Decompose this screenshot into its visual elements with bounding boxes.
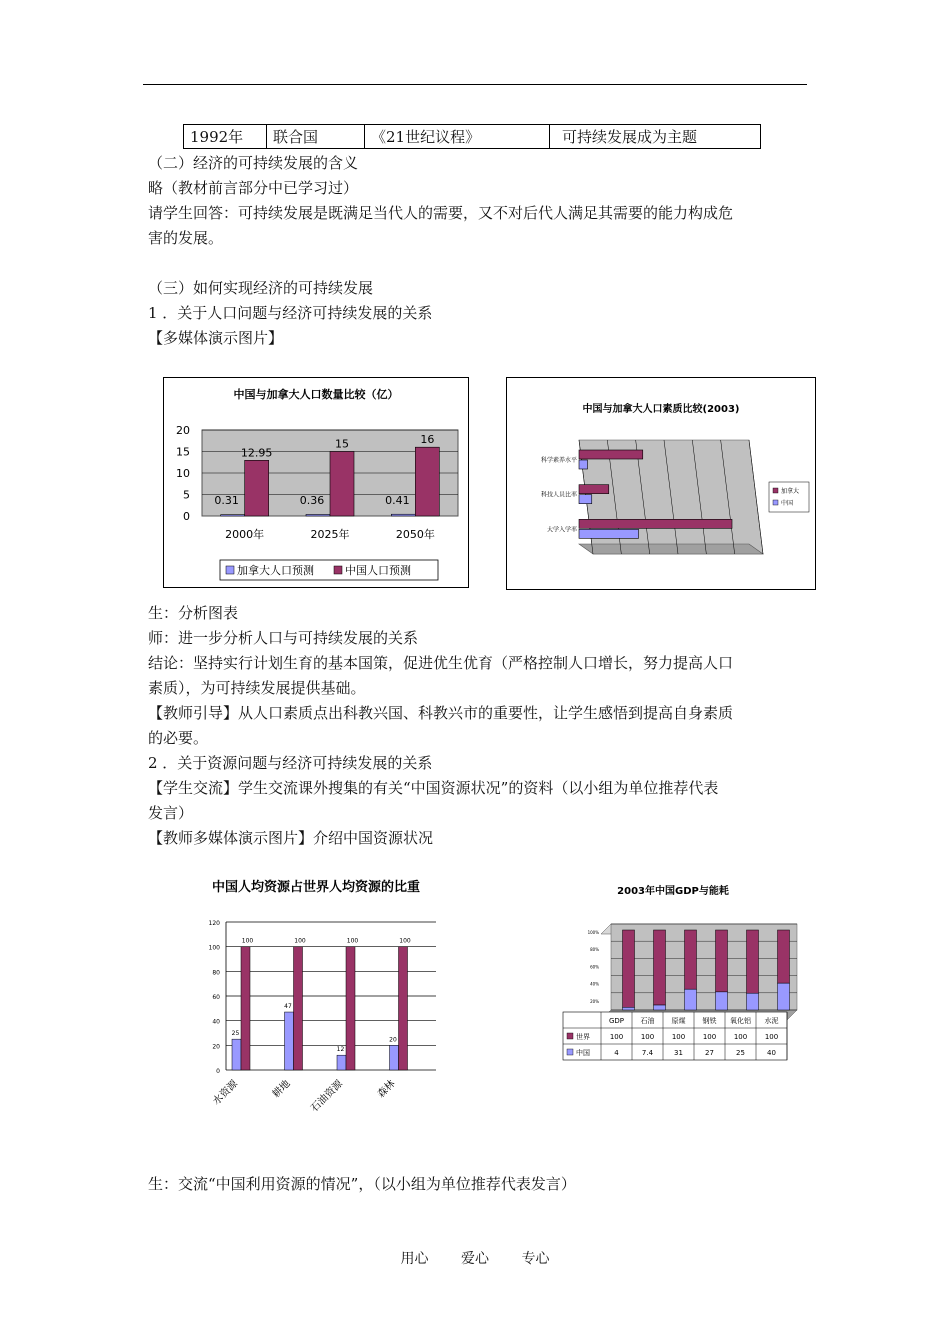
bar (579, 495, 592, 504)
table-value: 100 (764, 1033, 779, 1041)
legend-swatch (773, 488, 778, 493)
legend-label: 中国 (576, 1049, 590, 1057)
history-table (183, 124, 761, 149)
paragraph: 【学生交流】学生交流课外搜集的有关“中国资源状况”的资料（以小组为单位推荐代表 (148, 779, 719, 797)
bar (337, 1055, 346, 1070)
legend-box (769, 482, 809, 512)
table-value: 25 (736, 1049, 745, 1057)
chart-title: 中国与加拿大人口数量比较（亿） (233, 388, 399, 401)
y-tick-label: 20 (176, 424, 190, 437)
y-tick-label: 80% (590, 947, 599, 953)
data-label: 100 (399, 937, 411, 945)
chart-title: 中国与加拿大人口素质比较(2003) (582, 404, 740, 415)
paragraph: 【教师多媒体演示图片】介绍中国资源状况 (148, 829, 434, 847)
bar (579, 450, 643, 459)
table-value: 40 (767, 1049, 776, 1057)
paragraph: 1 ．关于人口问题与经济可持续发展的关系 (148, 304, 433, 322)
x-tick-label: 石油 (640, 1017, 655, 1025)
table-value: 100 (733, 1033, 748, 1041)
x-tick-label: 氧化铝 (730, 1017, 751, 1025)
y-tick-label: 60% (590, 964, 599, 970)
table-row (184, 125, 761, 149)
paragraph: 素质），为可持续发展提供基础。 (148, 679, 366, 697)
x-tick-label: GDP (608, 1017, 625, 1025)
y-tick-label: 0 (216, 1068, 220, 1075)
plot-floor (579, 544, 763, 554)
legend-swatch (226, 566, 234, 574)
bar (285, 1012, 294, 1070)
chart-title: 中国人均资源占世界人均资源的比重 (211, 880, 421, 895)
data-label: 12.95 (240, 446, 273, 460)
paragraph: 发言） (148, 804, 194, 822)
bar (245, 460, 269, 516)
page-footer (0, 1248, 950, 1268)
table-cell: 《21世纪议程》 (365, 125, 550, 149)
legend-label: 中国 (781, 500, 794, 507)
table-value: 100 (609, 1033, 624, 1041)
bar (716, 992, 728, 1010)
bar (330, 452, 354, 517)
paragraph: 师：进一步分析人口与可持续发展的关系 (148, 629, 419, 647)
bar (415, 447, 439, 516)
table-value: 100 (702, 1033, 717, 1041)
data-label: 16 (420, 433, 435, 447)
x-tick-label: 水资源 (211, 1078, 241, 1108)
table-value: 31 (674, 1049, 683, 1057)
plot-area (611, 924, 797, 1010)
legend-swatch (334, 566, 342, 574)
chart-population-count-svg (164, 378, 468, 587)
x-tick-label: 森林 (375, 1078, 398, 1101)
paragraph: 的必要。 (148, 729, 209, 747)
data-label: 15 (335, 437, 349, 451)
paragraph: 害的发展。 (148, 229, 224, 247)
x-tick-label: 耕地 (270, 1078, 293, 1101)
y-tick-label: 60 (212, 994, 220, 1001)
table-cell: 可持续发展成为主题 (550, 125, 761, 149)
bar (579, 529, 639, 538)
bar (346, 947, 355, 1070)
y-tick-label: 100 (208, 944, 220, 952)
data-label: 12 (336, 1046, 345, 1054)
bar (579, 519, 732, 528)
bar (579, 460, 588, 469)
bar (232, 1039, 241, 1070)
chart-population-quality (506, 377, 816, 590)
table-cell: 1992年 (184, 125, 267, 149)
bar (716, 930, 728, 992)
table-value: 100 (640, 1033, 655, 1041)
x-tick-label: 钢铁 (702, 1017, 717, 1025)
paragraph: 【教师引导】从人口素质点出科教兴国、科教兴市的重要性，让学生感悟到提高自身素质 (148, 704, 734, 722)
x-tick-label: 原煤 (671, 1017, 686, 1025)
y-tick-label: 40% (590, 981, 599, 987)
data-label: 0.36 (299, 494, 325, 507)
data-label: 47 (284, 1003, 292, 1011)
data-label: 100 (294, 937, 306, 945)
y-tick-label: 20% (590, 998, 599, 1004)
bar (306, 514, 330, 516)
bar (399, 947, 408, 1070)
chart-title: 2003年中国GDP与能耗 (617, 886, 729, 897)
y-tick-label: 80 (212, 969, 220, 977)
bar (747, 993, 759, 1010)
y-tick-label: 5 (183, 488, 190, 502)
section-heading-meaning: （二）经济的可持续发展的含义 (148, 154, 359, 172)
legend-label: 加拿大人口预测 (237, 564, 314, 577)
table-value: 100 (671, 1033, 686, 1041)
y-tick-label: 120 (208, 920, 220, 927)
x-tick-label: 2050年 (395, 528, 435, 541)
bar (623, 930, 635, 1007)
paragraph: 2 ．关于资源问题与经济可持续发展的关系 (148, 754, 433, 772)
legend-label: 世界 (576, 1033, 590, 1041)
bar (778, 930, 790, 983)
paragraph: 生：分析图表 (148, 604, 239, 622)
chart-resources (180, 870, 480, 1130)
header-rule (143, 84, 807, 85)
bar (778, 983, 790, 1010)
table-value: 4 (614, 1049, 619, 1057)
bar (654, 1005, 666, 1010)
footer-word: 用心 (400, 1251, 429, 1267)
paragraph: 请学生回答：可持续发展是既满足当代人的需要，又不对后代人满足其需要的能力构成危 (148, 204, 734, 222)
y-tick-label: 15 (176, 445, 190, 459)
chart-resources-svg (180, 870, 480, 1130)
y-tick-label: 20 (212, 1043, 220, 1051)
bar (747, 930, 759, 993)
bar (623, 1007, 635, 1010)
chart-gdp-energy-svg (555, 878, 805, 1068)
paragraph: 略（教材前言部分中已学习过） (148, 179, 359, 197)
table-value: 7.4 (641, 1049, 654, 1057)
x-tick-label: 2000年 (225, 528, 265, 541)
bar (579, 485, 609, 494)
bar (390, 1045, 399, 1070)
paragraph: 结论：坚持实行计划生育的基本国策，促进优生优育（严格控制人口增长，努力提高人口 (148, 654, 734, 672)
paragraph: 生：交流“中国利用资源的情况”，（以小组为单位推荐代表发言） (148, 1175, 576, 1193)
paragraph: 【多媒体演示图片】 (148, 329, 284, 347)
y-tick-label: 科学素养水平 (540, 457, 577, 464)
y-tick-label: 100% (587, 930, 599, 935)
legend-label: 加拿大 (781, 488, 800, 495)
legend-label: 中国人口预测 (345, 564, 411, 577)
data-label: 0.31 (214, 494, 239, 507)
bar (221, 515, 245, 516)
data-label: 20 (389, 1036, 397, 1044)
section-heading-how: （三）如何实现经济的可持续发展 (148, 279, 374, 297)
data-label: 25 (231, 1030, 240, 1038)
y-tick-label: 10 (176, 467, 190, 480)
x-tick-label: 水泥 (764, 1017, 779, 1025)
bar (654, 930, 666, 1005)
data-label: 100 (346, 937, 359, 945)
bar (241, 947, 250, 1070)
data-label: 0.41 (385, 494, 410, 507)
bar (685, 989, 697, 1010)
y-tick-label: 大学入学率 (546, 526, 577, 534)
y-tick-label: 0 (183, 510, 190, 523)
table-value: 27 (705, 1049, 714, 1057)
x-tick-label: 石油资源 (309, 1078, 346, 1115)
footer-word: 爱心 (461, 1251, 489, 1267)
bar (391, 514, 415, 516)
bar (685, 930, 697, 989)
data-label: 100 (241, 937, 254, 945)
legend-swatch (567, 1049, 573, 1055)
legend-swatch (773, 500, 778, 505)
chart-population-quality-svg (507, 378, 815, 589)
footer-word: 专心 (521, 1251, 550, 1267)
chart-population-count (163, 377, 469, 588)
y-tick-label: 40 (212, 1018, 220, 1026)
table-cell: 联合国 (267, 125, 365, 149)
x-tick-label: 2025年 (310, 528, 350, 541)
bar (294, 947, 303, 1070)
legend-swatch (567, 1033, 573, 1039)
chart-gdp-energy (555, 878, 805, 1068)
y-tick-label: 科技人员比率 (540, 491, 577, 499)
